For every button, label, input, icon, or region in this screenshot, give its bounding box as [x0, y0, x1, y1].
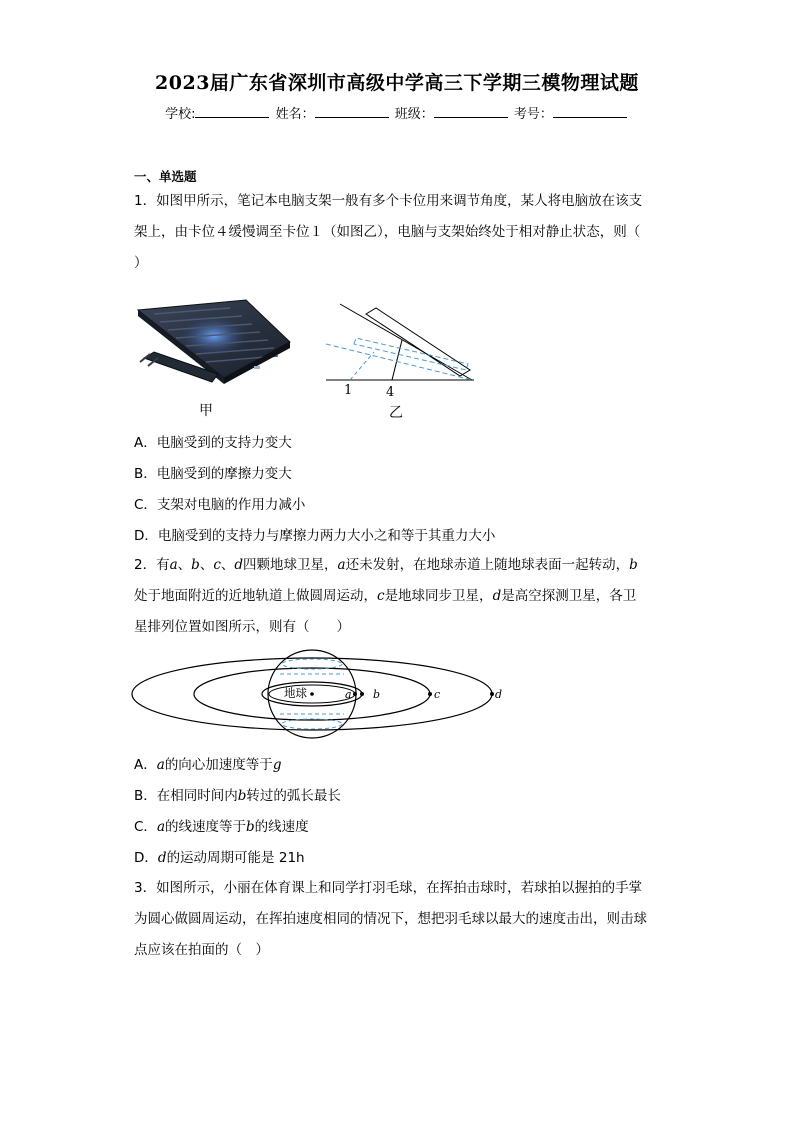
fig-yi-caption: 乙 — [389, 405, 403, 421]
q1-line1: 1．如图甲所示，笔记本电脑支架一般有多个卡位用来调节角度，某人将电脑放在该支 — [134, 193, 643, 209]
q1-option-d: D．电脑受到的支持力与摩擦力两力大小之和等于其重力大小 — [134, 528, 496, 544]
q2-text: 、 — [220, 557, 235, 573]
class-blank — [434, 105, 508, 118]
earth-label: 地球 — [284, 686, 307, 700]
q2-text: 的线速度 — [254, 819, 309, 835]
var-b: b — [629, 557, 638, 573]
q1-line3: ） — [134, 255, 148, 271]
q1-line2: 架上，由卡位４缓慢调至卡位１（如图乙），电脑与支架始终处于相对静止状态，则（ — [134, 224, 641, 240]
q2-text: 的运动周期可能是 21h — [166, 850, 305, 866]
q2-text: 是高空探测卫星，各卫 — [501, 588, 637, 604]
var-a: a — [337, 557, 346, 573]
q2-text: D． — [134, 850, 158, 866]
var-b: b — [237, 788, 247, 804]
q3-line3: 点应该在拍面的（ ） — [134, 942, 269, 958]
name-blank — [315, 105, 389, 118]
q3-line1: 3．如图所示，小丽在体育课上和同学打羽毛球，在挥拍击球时，若球拍以握拍的手掌 — [134, 880, 643, 896]
q2-option-b — [134, 784, 341, 804]
q2-text: 、 — [199, 557, 214, 573]
exam-no-blank — [553, 105, 627, 118]
q2-text: C． — [134, 819, 157, 835]
q2-option-c — [134, 815, 309, 835]
q2-text: 处于地面附近的近地轨道上做圆周运动， — [134, 588, 377, 604]
var-g: g — [272, 757, 282, 773]
student-info-row — [0, 103, 794, 122]
school-label: 学校: — [165, 107, 196, 122]
q2-line1 — [134, 550, 638, 581]
q2-text: 2．有 — [134, 557, 170, 573]
q1-option-a: A．电脑受到的支持力变大 — [134, 435, 292, 451]
q2-text: 是地球同步卫星， — [384, 588, 493, 604]
fig-jia-caption: 甲 — [199, 403, 213, 419]
sat-b-label: b — [373, 688, 381, 701]
q1-option-c: C．支架对电脑的作用力减小 — [134, 497, 306, 513]
var-d: d — [234, 557, 244, 573]
var-a: a — [156, 819, 165, 835]
q2-text: 转过的弧长最长 — [246, 788, 341, 804]
q2-option-d — [134, 846, 305, 866]
position-1-label: 1 — [344, 383, 353, 398]
stand-angle-diagram — [322, 300, 477, 400]
class-label: 班级： — [394, 107, 434, 122]
laptop-stand-photo — [134, 298, 294, 390]
q2-text: 四颗地球卫星， — [243, 557, 338, 573]
var-d: d — [157, 850, 167, 866]
var-d: d — [492, 588, 502, 604]
q2-text: 的线速度等于 — [165, 819, 246, 835]
q2-text: A． — [134, 757, 157, 773]
sat-c-label: c — [434, 688, 441, 701]
var-a: a — [169, 557, 178, 573]
var-b: b — [246, 819, 255, 835]
exam-no-label: 考号： — [513, 107, 553, 122]
var-a: a — [156, 757, 165, 773]
var-b: b — [191, 557, 200, 573]
q2-line2 — [134, 581, 636, 612]
school-blank — [195, 105, 269, 118]
q2-text: 还未发射，在地球赤道上随地球表面一起转动， — [345, 557, 630, 573]
sat-d-label: d — [495, 688, 503, 701]
q2-text: B．在相同时间内 — [134, 788, 238, 804]
q2-option-a — [134, 753, 281, 773]
q2-text: 的向心加速度等于 — [164, 757, 273, 773]
var-c: c — [213, 557, 221, 573]
q2-line3: 星排列位置如图所示，则有（ ） — [134, 619, 350, 635]
position-4-label: 4 — [386, 385, 395, 400]
name-label: 姓名： — [275, 107, 315, 122]
page-title: 2023届广东省深圳市高级中学高三下学期三模物理试题 — [155, 72, 639, 94]
var-c: c — [377, 588, 385, 604]
q1-option-b: B．电脑受到的摩擦力变大 — [134, 466, 292, 482]
section-heading: 一、单选题 — [134, 169, 197, 184]
satellite-orbit-diagram — [130, 648, 510, 744]
q2-text: 、 — [177, 557, 192, 573]
q3-line2: 为圆心做圆周运动，在挥拍速度相同的情况下，想把羽毛球以最大的速度击出，则击球 — [134, 911, 647, 927]
sat-a-label: a — [345, 688, 352, 701]
